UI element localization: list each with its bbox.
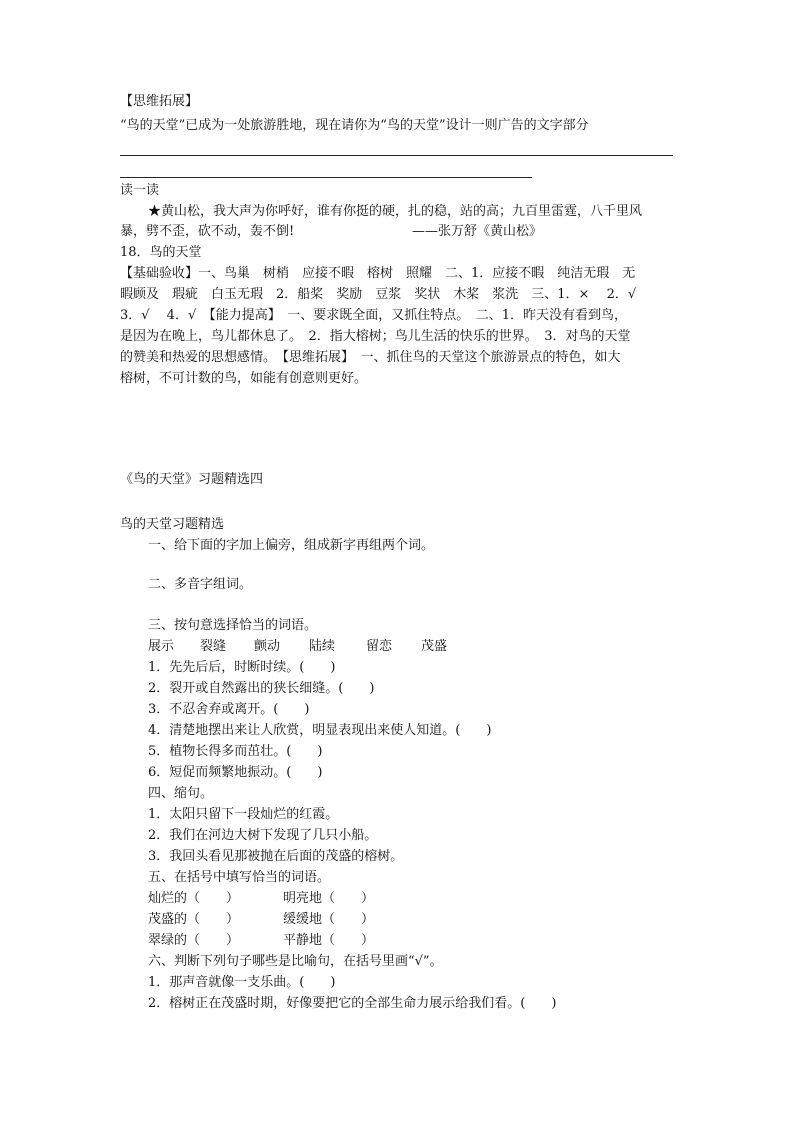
word-option: 裂缝 — [200, 639, 227, 654]
writing-prompt: “鸟的天堂”已成为一处旅游胜地，现在请你为“鸟的天堂”设计一则广告的文字部分 — [120, 118, 589, 133]
question-item: 2．榕树正在茂盛时期，好像要把它的全部生命力展示给我们看。( ) — [148, 996, 557, 1011]
poem-line-2: 暴，劈不歪，砍不动，轰不倒! — [120, 224, 295, 239]
answer-text-line: 3．√ 4．√ 【能力提高】 一、要求既全面，又抓住特点。 二、1．昨天没有看到鸟， — [120, 308, 628, 323]
fill-blank-item: 缓缓地（ ） — [283, 912, 375, 927]
question-item: 1．太阳只留下一段灿烂的红霞。 — [148, 807, 339, 822]
fill-blank-item: 灿烂的（ ） — [148, 891, 240, 906]
fill-blank-item: 平静地（ ） — [283, 933, 375, 948]
answer-line-2[interactable] — [120, 177, 532, 178]
poem-attribution: ——张万舒《黄山松》 — [412, 224, 543, 239]
word-option: 留恋 — [366, 639, 393, 654]
word-option: 陆续 — [309, 639, 336, 654]
question-item: 1．那声音就像一支乐曲。( ) — [148, 975, 336, 990]
answer-text-line: 【基础验收】一、鸟巢 树梢 应接不暇 榕树 照耀 二、1．应接不暇 纯洁无瑕 无 — [120, 266, 636, 281]
section-heading: 【思维拓展】 — [120, 94, 199, 109]
fill-blank-item: 翠绿的（ ） — [148, 933, 240, 948]
word-option: 茂盛 — [421, 639, 448, 654]
question-1: 一、给下面的字加上偏旁，组成新字再组两个词。 — [148, 538, 435, 553]
question-3: 三、按句意选择恰当的词语。 — [148, 618, 318, 633]
poem-line-1: ★黄山松，我大声为你呼好，谁有你挺的硬，扎的稳，站的高；九百里雷霆，八千里风 — [148, 204, 643, 219]
question-item: 4．清楚地摆出来让人欣赏，明显表现出来使人知道。( ) — [148, 723, 492, 738]
question-item: 2．裂开或自然露出的狭长细缝。( ) — [148, 681, 375, 696]
fill-blank-item: 茂盛的（ ） — [148, 912, 240, 927]
question-item: 6．短促而频繁地振动。( ) — [148, 765, 323, 780]
question-item: 3．不忍舍弃或离开。( ) — [148, 702, 310, 717]
answer-text-line: 榕树，不可计数的鸟，如能有创意则更好。 — [120, 371, 368, 386]
question-6: 六、判断下列句子哪些是比喻句，在括号里画“√”。 — [148, 954, 443, 969]
question-5: 五、在括号中填写恰当的词语。 — [148, 870, 331, 885]
question-item: 2．我们在河边大树下发现了几只小船。 — [148, 828, 378, 843]
document-subtitle: 鸟的天堂习题精选 — [120, 517, 225, 532]
read-title: 读一读 — [120, 183, 160, 198]
document-title: 《鸟的天堂》习题精选四 — [120, 472, 264, 487]
question-2: 二、多音字组词。 — [148, 577, 253, 592]
question-4: 四、缩句。 — [148, 786, 214, 801]
question-item: 1．先先后后，时断时续。( ) — [148, 660, 336, 675]
question-item: 5．植物长得多而茁壮。( ) — [148, 744, 323, 759]
answer-text-line: 的赞美和热爱的思想感情。 【思维拓展】 一、抓住鸟的天堂这个旅游景点的特色，如大 — [120, 350, 621, 365]
fill-blank-item: 明亮地（ ） — [283, 891, 375, 906]
word-option: 颤动 — [254, 639, 281, 654]
answer-text-line: 是因为在晚上，鸟儿都休息了。 2．指大榕树；鸟儿生活的快乐的世界。 3．对鸟的天堂 — [120, 329, 631, 344]
question-item: 3．我回头看见那被抛在后面的茂盛的榕树。 — [148, 849, 404, 864]
answers-title: 18．鸟的天堂 — [120, 245, 202, 260]
answer-line-1[interactable] — [120, 155, 673, 156]
answer-text-line: 暇顾及 瑕疵 白玉无瑕 2．船桨 奖励 豆浆 奖状 木桨 浆洗 三、1．× 2．√ — [120, 287, 637, 302]
word-option: 展示 — [148, 639, 175, 654]
